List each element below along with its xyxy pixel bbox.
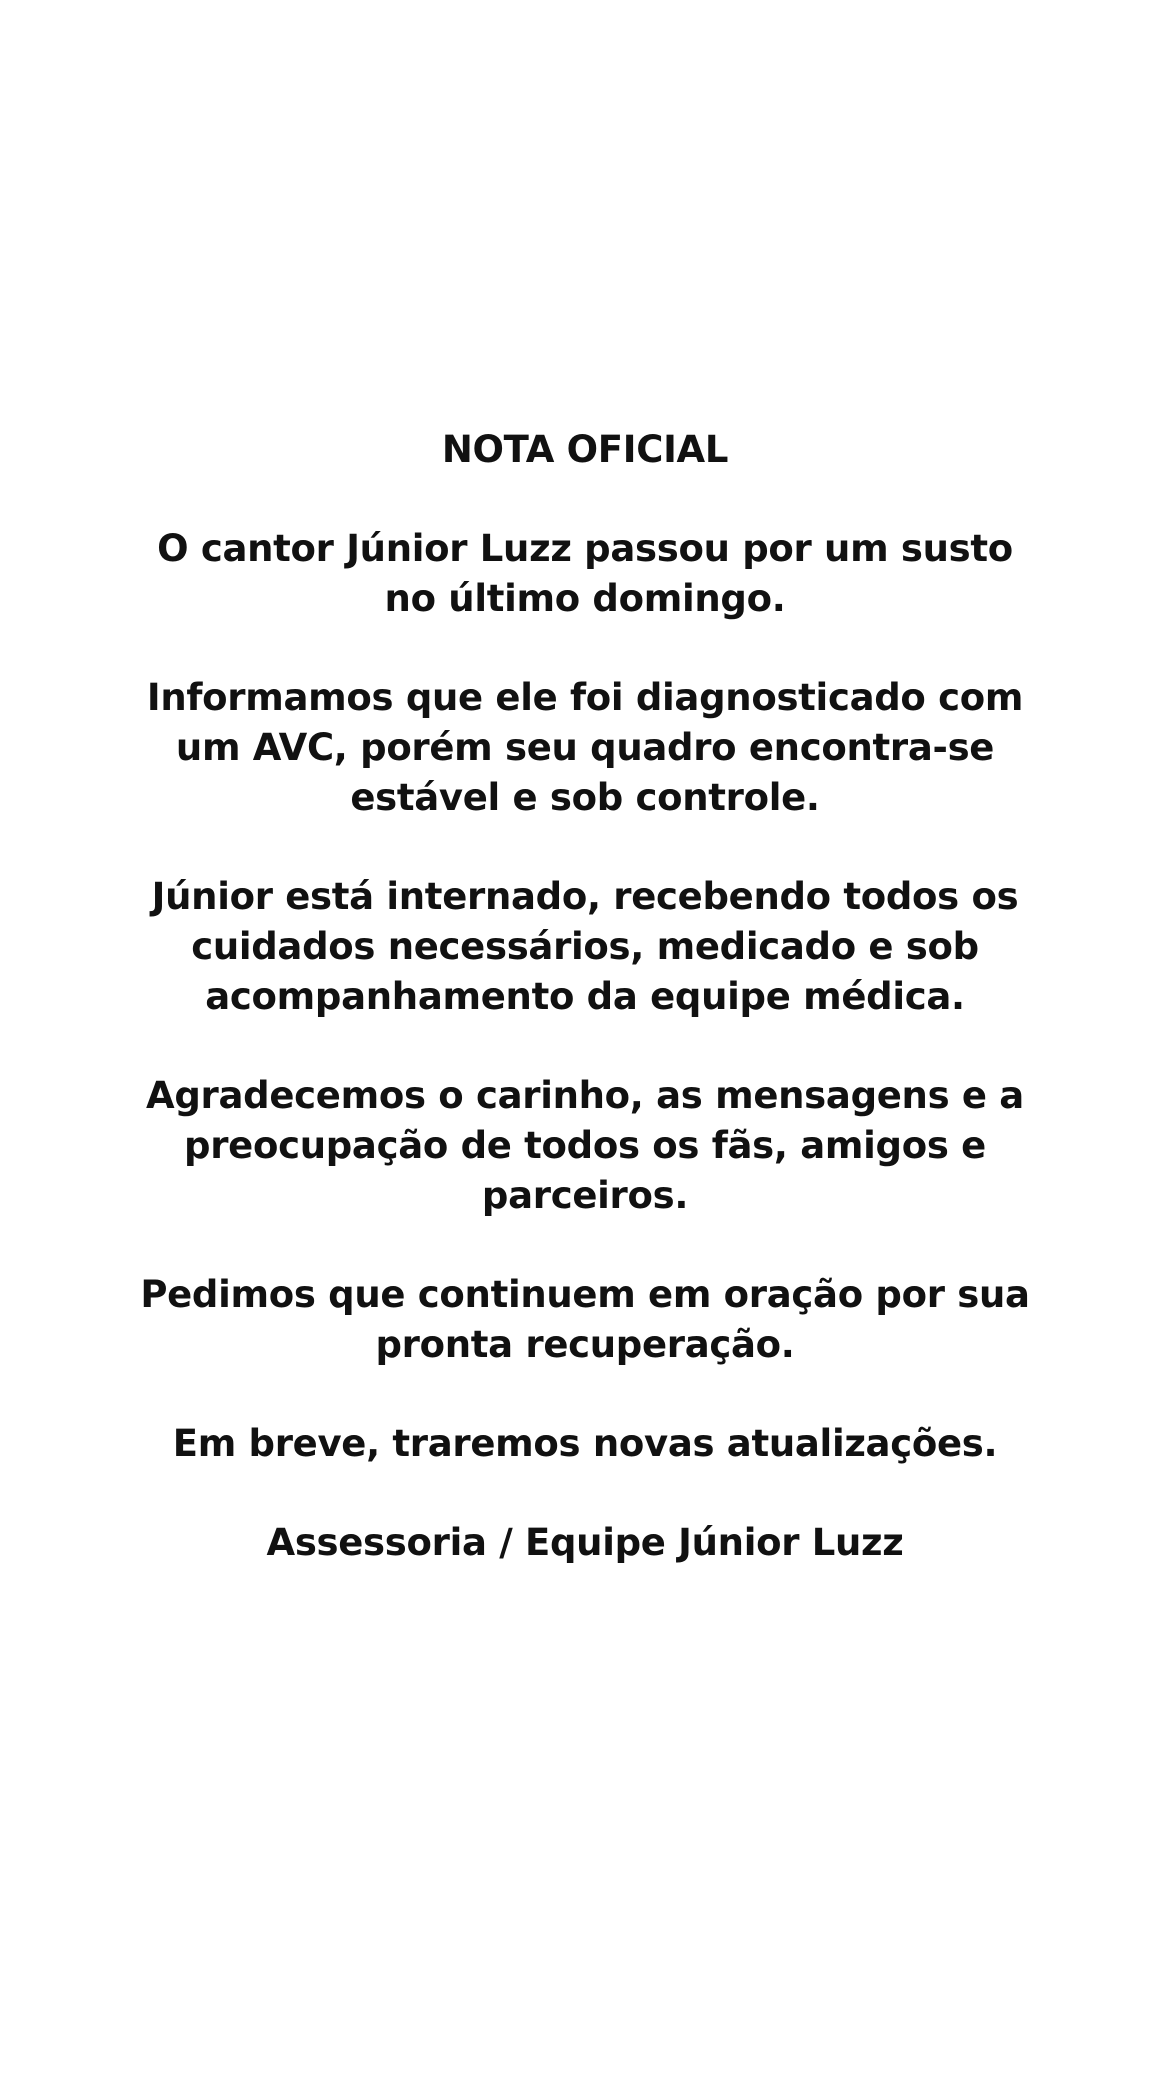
statement-line: Pedimos que continuem em oração por sua xyxy=(140,1273,1030,1316)
statement-line: um AVC, porém seu quadro encontra-se xyxy=(175,726,995,769)
statement-paragraph-intro xyxy=(0,524,1170,624)
statement-signature-text: Assessoria / Equipe Júnior Luzz xyxy=(266,1521,904,1564)
statement-line: estável e sob controle. xyxy=(350,776,820,819)
statement-paragraph-hospitalization xyxy=(0,872,1170,1022)
statement-line: parceiros. xyxy=(481,1174,689,1217)
statement-line: Agradecemos o carinho, as mensagens e a xyxy=(146,1074,1024,1117)
statement-title xyxy=(0,425,1170,475)
statement-line: O cantor Júnior Luzz passou por um susto xyxy=(157,527,1013,570)
statement-signature xyxy=(0,1518,1170,1568)
statement-line: cuidados necessários, medicado e sob xyxy=(191,925,979,968)
statement-line: pronta recuperação. xyxy=(375,1323,795,1366)
statement-line: Em breve, traremos novas atualizações. xyxy=(172,1422,998,1465)
statement-line: Informamos que ele foi diagnosticado com xyxy=(146,676,1024,719)
statement-title-text: NOTA OFICIAL xyxy=(441,428,729,471)
statement-paragraph-thanks xyxy=(0,1071,1170,1221)
statement-paragraph-diagnosis xyxy=(0,673,1170,823)
statement-paragraph-updates xyxy=(0,1419,1170,1469)
statement-paragraph-prayer xyxy=(0,1270,1170,1370)
statement-line: Júnior está internado, recebendo todos os xyxy=(151,875,1019,918)
statement-line: preocupação de todos os fãs, amigos e xyxy=(184,1124,986,1167)
statement-line: no último domingo. xyxy=(384,577,786,620)
official-statement xyxy=(0,425,1170,1568)
statement-line: acompanhamento da equipe médica. xyxy=(205,975,965,1018)
